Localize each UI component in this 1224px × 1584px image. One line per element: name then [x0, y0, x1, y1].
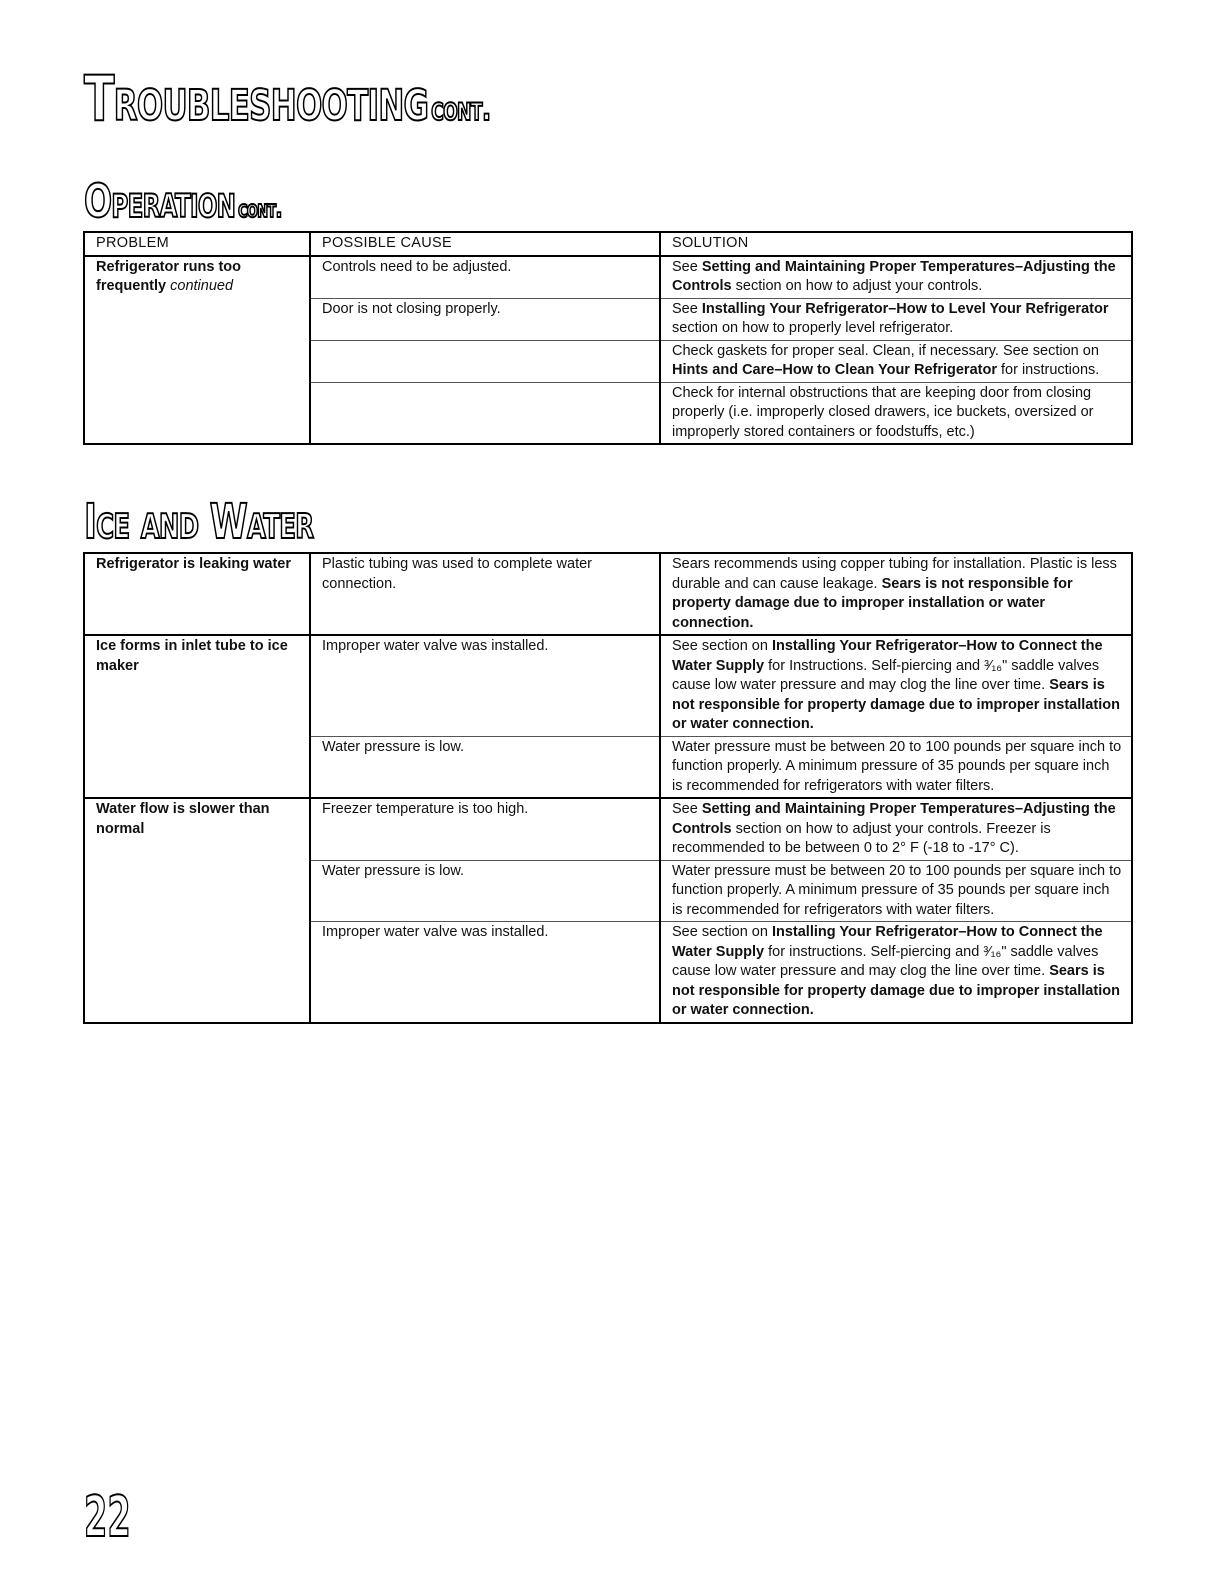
solution-bold-text: Sears is not responsible for property damage due to improper installation or water connection. [672, 575, 1073, 631]
section-heading-operation-suffix: cont. [238, 194, 282, 223]
section-heading-operation [84, 174, 282, 228]
solution-text: Sears recommends using copper tubing for installation. Plastic is less durable and can cause leakage. [672, 556, 1117, 592]
operation-table [83, 231, 1133, 445]
cause-cell: Door is not closing properly. [310, 298, 660, 340]
solution-text: Water pressure must be between 20 to 100 pounds per square inch to function properly. A minimum pressure of 35 pounds per square inch is recommended for refrigerators with water filters. [672, 862, 1122, 918]
cause-cell: Water pressure is low. [310, 860, 660, 922]
problem-cell: Refrigerator is leaking water [84, 553, 310, 635]
solution-cell [660, 382, 1132, 444]
solution-text: section on how to properly level refrigerator. [672, 320, 954, 336]
problem-cell: Water flow is slower than normal [84, 798, 310, 1023]
solution-cell [660, 860, 1132, 922]
table-row [84, 635, 1132, 736]
page-number: 22 [84, 1485, 131, 1550]
solution-text: section on how to adjust your controls. [731, 278, 983, 294]
solution-cell [660, 736, 1132, 798]
solution-cell [660, 798, 1132, 860]
solution-text: See [672, 300, 702, 317]
header-solution: SOLUTION [660, 232, 1132, 256]
solution-cell [660, 922, 1132, 1023]
problem-cell [84, 256, 310, 445]
cause-cell: Improper water valve was installed. [310, 922, 660, 1023]
header-problem: PROBLEM [84, 232, 310, 256]
section-heading-ice-and-water [84, 494, 314, 550]
page-title [84, 62, 491, 135]
cause-cell [310, 340, 660, 382]
solution-text: See section on [672, 638, 772, 654]
table-row [84, 798, 1132, 860]
section-heading-operation-text: Operation [84, 174, 236, 228]
cause-cell: Improper water valve was installed. [310, 635, 660, 736]
table-header-row [84, 232, 1132, 256]
cause-cell [310, 382, 660, 444]
solution-text: Check for internal obstructions that are keeping door from closing properly (i.e. improperly closed drawers, ice buckets, oversized or improperly stored containers or foodstuffs, etc.) [672, 384, 1094, 440]
solution-cell [660, 256, 1132, 299]
solution-bold-text: Installing Your Refrigerator–How to Level Your Refrigerator [701, 300, 1109, 317]
table-row [84, 256, 1132, 299]
problem-text: Refrigerator runs too frequently [96, 258, 242, 294]
solution-text: Check gaskets for proper seal. Clean, if necessary. See section on [672, 342, 1099, 359]
solution-text: See section on [672, 924, 772, 940]
solution-bold-text: Setting and Maintaining Proper Temperatures–Adjusting the Controls [672, 801, 1116, 837]
cause-cell: Plastic tubing was used to complete water connection. [310, 553, 660, 635]
solution-text: for instructions. [996, 362, 1100, 378]
header-possible-cause: POSSIBLE CAUSE [310, 232, 660, 256]
solution-cell [660, 340, 1132, 382]
solution-text: Water pressure must be between 20 to 100 pounds per square inch to function properly. A minimum pressure of 35 pounds per square inch is recommended for refrigerators with water filters. [672, 738, 1122, 794]
solution-bold-text: Installing Your Refrigerator–How to Connect the Water Supply [672, 924, 1103, 960]
section-heading-ice-and-water-text: Ice and Water [84, 494, 314, 550]
solution-text: for instructions. Self-piercing and ³⁄₁₆" saddle valves cause low water pressure and may clog the line over time. [672, 943, 1099, 979]
page-title-text: Troubleshooting [84, 62, 429, 135]
problem-cell: Ice forms in inlet tube to ice maker [84, 635, 310, 798]
cause-cell: Freezer temperature is too high. [310, 798, 660, 860]
solution-cell [660, 553, 1132, 635]
solution-bold-text: Hints and Care–How to Clean Your Refrigerator [672, 362, 997, 378]
table-row [84, 553, 1132, 635]
solution-text: See [672, 801, 702, 817]
cause-cell: Controls need to be adjusted. [310, 256, 660, 299]
solution-text: for Instructions. Self-piercing and ³⁄₁₆" saddle valves cause low water pressure and may clog the line over time. [672, 657, 1100, 693]
solution-bold-text: Sears is not responsible for property damage due to improper installation or water connection. [672, 963, 1120, 1018]
ice-and-water-table [83, 552, 1133, 1024]
solution-cell [660, 635, 1132, 736]
page-title-suffix: cont. [431, 89, 491, 129]
solution-text: See [672, 258, 702, 275]
solution-bold-text: Setting and Maintaining Proper Temperatures–Adjusting the Controls [672, 258, 1116, 294]
solution-text: section on how to adjust your controls. Freezer is recommended to be between 0 to 2° F (-18 to -17° C). [672, 820, 1051, 856]
solution-bold-text: Sears is not responsible for property damage due to improper installation or water connection. [672, 677, 1120, 732]
solution-cell [660, 298, 1132, 340]
solution-bold-text: Installing Your Refrigerator–How to Connect the Water Supply [672, 638, 1103, 674]
cause-cell: Water pressure is low. [310, 736, 660, 798]
problem-continued-text: continued [170, 278, 234, 294]
